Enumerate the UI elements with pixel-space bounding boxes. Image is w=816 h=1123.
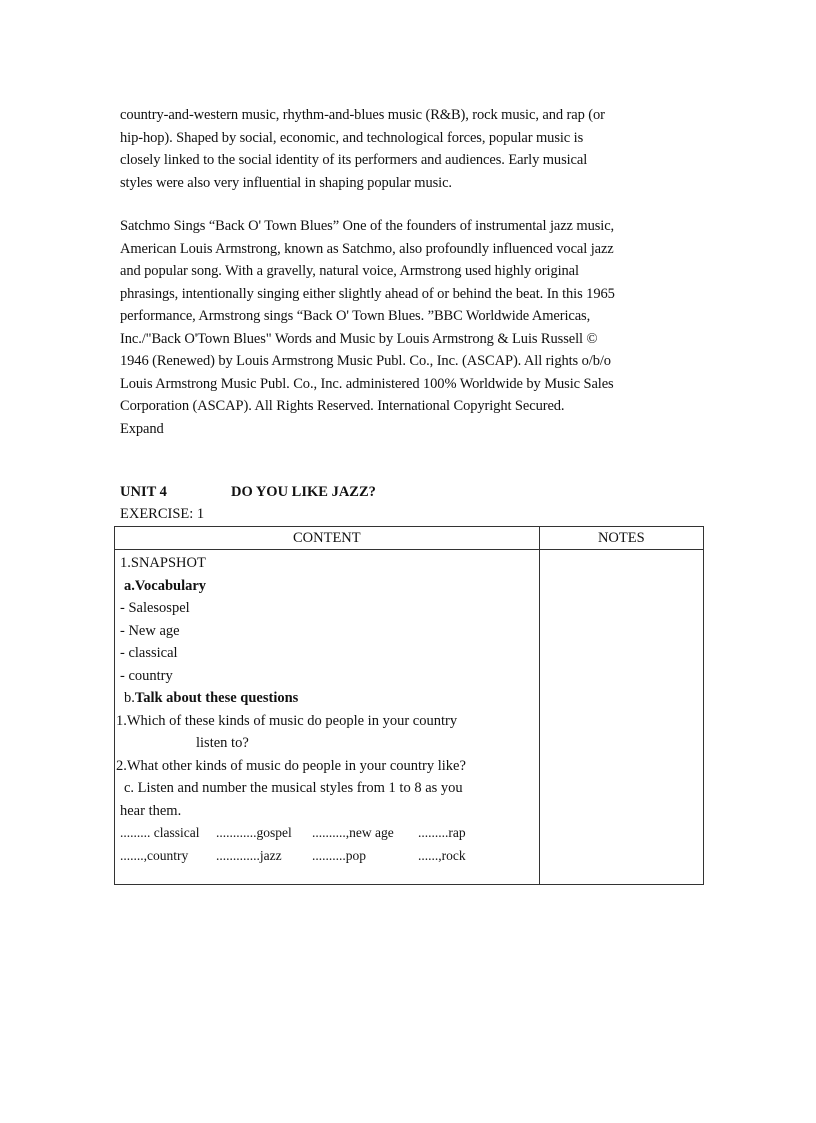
expand-link[interactable]: Expand xyxy=(120,420,164,437)
paragraph-line: 1946 (Renewed) by Louis Armstrong Music Publ. Co., Inc. (ASCAP). All rights o/b/o xyxy=(120,353,611,369)
paragraph-line: Inc./"Back O'Town Blues" Words and Music by Louis Armstrong & Luis Russell © xyxy=(120,330,598,347)
unit-label: UNIT 4 xyxy=(120,484,167,500)
styles-row-2 xyxy=(120,845,534,868)
talk-prefix: b. xyxy=(124,690,135,706)
question-1-continued: listen to? xyxy=(196,735,249,751)
paragraph-line: performance, Armstrong sings “Back O' Town Blues. ”BBC Worldwide Americas, xyxy=(120,308,591,324)
intro-paragraph xyxy=(120,104,710,194)
question-1: 1.Which of these kinds of music do people in your country xyxy=(116,712,458,729)
listen-instruction: c. Listen and number the musical styles from 1 to 8 as you xyxy=(124,780,463,796)
style-blank-new-age: ..........,new age xyxy=(312,825,394,840)
unit-heading xyxy=(120,484,376,501)
style-blank-pop: ..........pop xyxy=(312,847,366,863)
style-blank-jazz: .............jazz xyxy=(216,847,282,863)
snapshot-heading: 1.SNAPSHOT xyxy=(120,555,206,571)
vocab-item: - country xyxy=(120,667,173,684)
vocab-item: - New age xyxy=(120,622,180,639)
style-blank-country: .......,country xyxy=(120,847,189,863)
question-2: 2.What other kinds of music do people in your country like? xyxy=(116,757,466,774)
paragraph-line: styles were also very influential in shaping popular music. xyxy=(120,174,452,191)
paragraph-line: Satchmo Sings “Back O' Town Blues” One of the founders of instrumental jazz music, xyxy=(120,218,615,234)
style-blank-rock: ......,rock xyxy=(418,847,466,863)
style-blank-classical: ......... classical xyxy=(120,825,200,840)
table-header-row xyxy=(115,527,704,550)
notes-header: NOTES xyxy=(539,527,703,550)
talk-heading-text: Talk about these questions xyxy=(134,690,299,706)
table-body-row xyxy=(115,550,704,885)
paragraph-line: closely linked to the social identity of its performers and audiences. Early musical xyxy=(120,152,588,168)
vocabulary-heading: a.Vocabulary xyxy=(124,577,207,594)
content-header: CONTENT xyxy=(115,527,540,550)
listen-instruction-continued: hear them. xyxy=(120,802,182,819)
paragraph-line: hip-hop). Shaped by social, economic, and technological forces, popular music is xyxy=(120,129,584,146)
unit-title: DO YOU LIKE JAZZ? xyxy=(231,484,376,500)
satchmo-paragraph xyxy=(120,215,710,440)
vocab-item: - Salesospel xyxy=(120,600,190,616)
paragraph-line: and popular song. With a gravelly, natural voice, Armstrong used highly original xyxy=(120,263,579,279)
talk-heading xyxy=(120,687,534,710)
styles-row-1 xyxy=(120,822,534,845)
style-blank-rap: .........rap xyxy=(418,825,466,840)
paragraph-line: phrasings, intentionally singing either slightly ahead of or behind the beat. In this 1965 xyxy=(120,285,615,302)
content-cell xyxy=(115,550,540,885)
worksheet-table xyxy=(114,526,704,885)
paragraph-line: country-and-western music, rhythm-and-blues music (R&B), rock music, and rap (or xyxy=(120,107,605,123)
exercise-label: EXERCISE: 1 xyxy=(120,506,205,522)
vocab-item: - classical xyxy=(120,645,178,661)
style-blank-gospel: ............gospel xyxy=(216,825,292,840)
paragraph-line: Corporation (ASCAP). All Rights Reserved. International Copyright Secured. xyxy=(120,398,565,414)
paragraph-line: American Louis Armstrong, known as Satchmo, also profoundly influenced vocal jazz xyxy=(120,240,614,257)
notes-cell[interactable] xyxy=(539,550,703,885)
paragraph-line: Louis Armstrong Music Publ. Co., Inc. administered 100% Worldwide by Music Sales xyxy=(120,375,614,392)
